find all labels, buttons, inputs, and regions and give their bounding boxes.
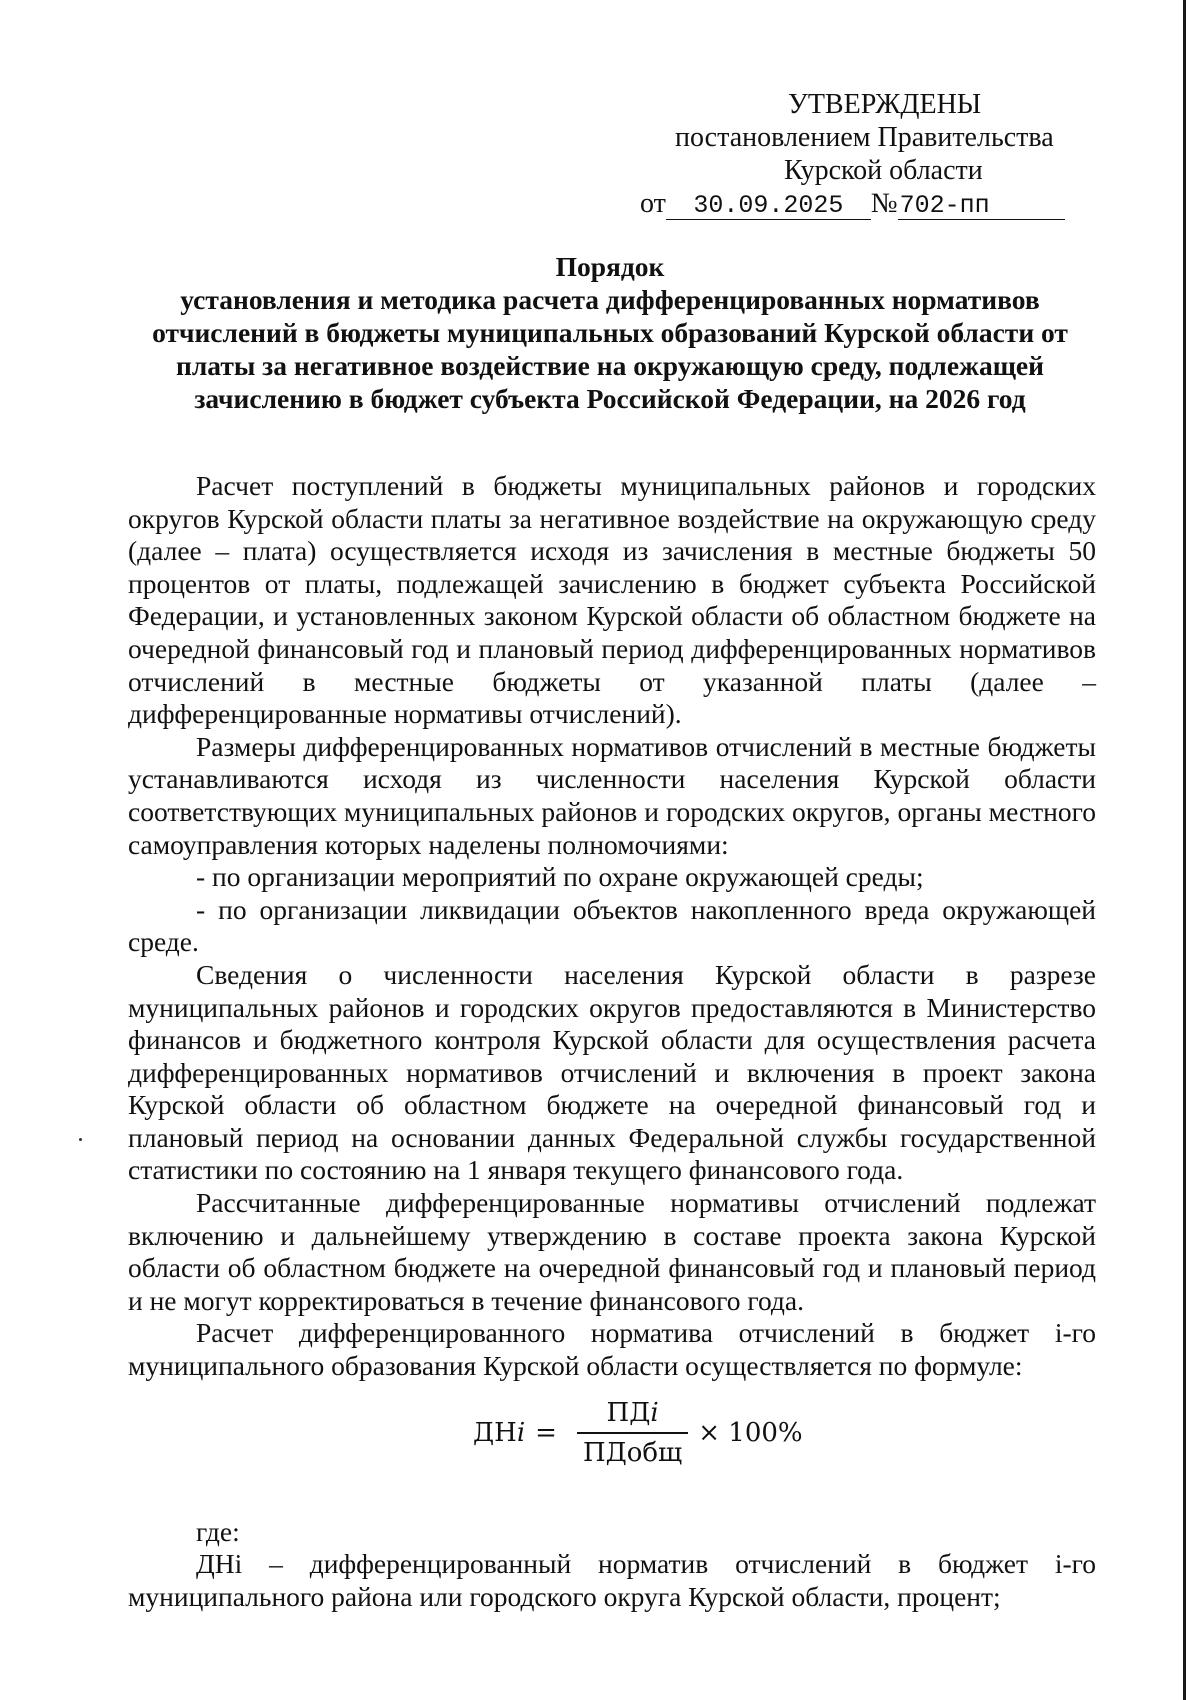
number-prefix: № [870, 188, 898, 219]
title-line-4: платы за негативное воздействие на окружающую среду, подлежащей [176, 350, 1044, 381]
definition-dni: ДНi – дифференцированный норматив отчислений в бюджет i-го муниципального района или городского округа Курской области, процент; [128, 1548, 1096, 1612]
approval-date: 30.09.2025 [666, 193, 871, 220]
approval-date-line [640, 187, 1080, 220]
formula-fraction [577, 1398, 688, 1468]
scan-speck [79, 1138, 82, 1141]
title-line-1: Порядок [555, 251, 665, 282]
title-line-2: установления и методика расчета дифференцированных нормативов [180, 284, 1040, 315]
approval-number: 702-пп [898, 193, 1065, 220]
approval-block [640, 88, 1080, 220]
paragraph-1: Расчет поступлений в бюджеты муниципальных районов и городских округов Курской области платы за негативное воздействие на окружающую среду (далее – плата) осуществляется исходя из зачисления в местные бюджеты 50 процентов от платы, подлежащей зачислению в бюджет субъекта Российской Федерации, и установленных законом Курской области об областном бюджете на очередной финансовый год и плановый период дифференцированных нормативов отчислений в местные бюджеты от указанной платы (далее – дифференцированные нормативы отчислений). [128, 470, 1096, 730]
approval-line-region: Курской области [784, 155, 983, 186]
formula-lhs-var: i [516, 1418, 526, 1448]
formula-num-var: i [650, 1398, 659, 1428]
formula-lhs-prefix: ДН [473, 1418, 517, 1448]
list-item-2: - по организации ликвидации объектов накопленного вреда окружающей среде. [128, 893, 1096, 958]
paragraph-4: Рассчитанные дифференцированные нормативы отчислений подлежат включению и дальнейшему утверждению в составе проекта закона Курской области об областном бюджете на очередной финансовый год и плановый период и не могут корректироваться в течение финансового года. [128, 1187, 1096, 1316]
list-item-1: - по организации мероприятий по охране окружающей среды; [196, 861, 924, 893]
document-body [128, 470, 1096, 1383]
formula-num-prefix: ПД [606, 1398, 651, 1428]
formula-lhs [473, 1418, 525, 1448]
title-line-5: зачислению в бюджет субъекта Российской Федерации, на 2026 год [194, 383, 1026, 414]
paragraph-3: Сведения о численности населения Курской области в разрезе муниципальных районов и городских округов предоставляются в Министерство финансов и бюджетного контроля Курской области для осуществления расчета дифференцированных нормативов отчислений и включения в проект закона Курской области об областном бюджете на очередной финансовый год и плановый период на основании данных Федеральной службы государственной статистики по состоянию на 1 января текущего финансового года. [128, 958, 1096, 1186]
paragraph-2: Размеры дифференцированных нормативов отчислений в местные бюджеты устанавливаются исходя из численности населения Курской области соответствующих муниципальных районов и городских округов, органы местного самоуправления которых наделены полномочиями: [128, 730, 1096, 860]
scan-edge-line [1183, 0, 1186, 1700]
paragraph-5: Расчет дифференцированного норматива отчислений в бюджет i-го муниципального образования Курской области осуществляется по формуле: [128, 1317, 1096, 1382]
where-label: где: [196, 1516, 240, 1547]
document-title [110, 250, 1110, 415]
formula [473, 1398, 803, 1468]
formula-denominator: ПДобщ [577, 1432, 688, 1468]
title-line-3: отчислений в бюджеты муниципальных образований Курской области от [152, 317, 1068, 348]
formula-equals: = [535, 1418, 557, 1448]
date-prefix: от [640, 188, 666, 219]
formula-multiplier: × 100% [698, 1418, 803, 1448]
formula-numerator [601, 1398, 665, 1432]
approval-line-resolution: постановлением Правительства [675, 122, 1054, 153]
approval-heading: УТВЕРЖДЕНЫ [788, 89, 982, 120]
